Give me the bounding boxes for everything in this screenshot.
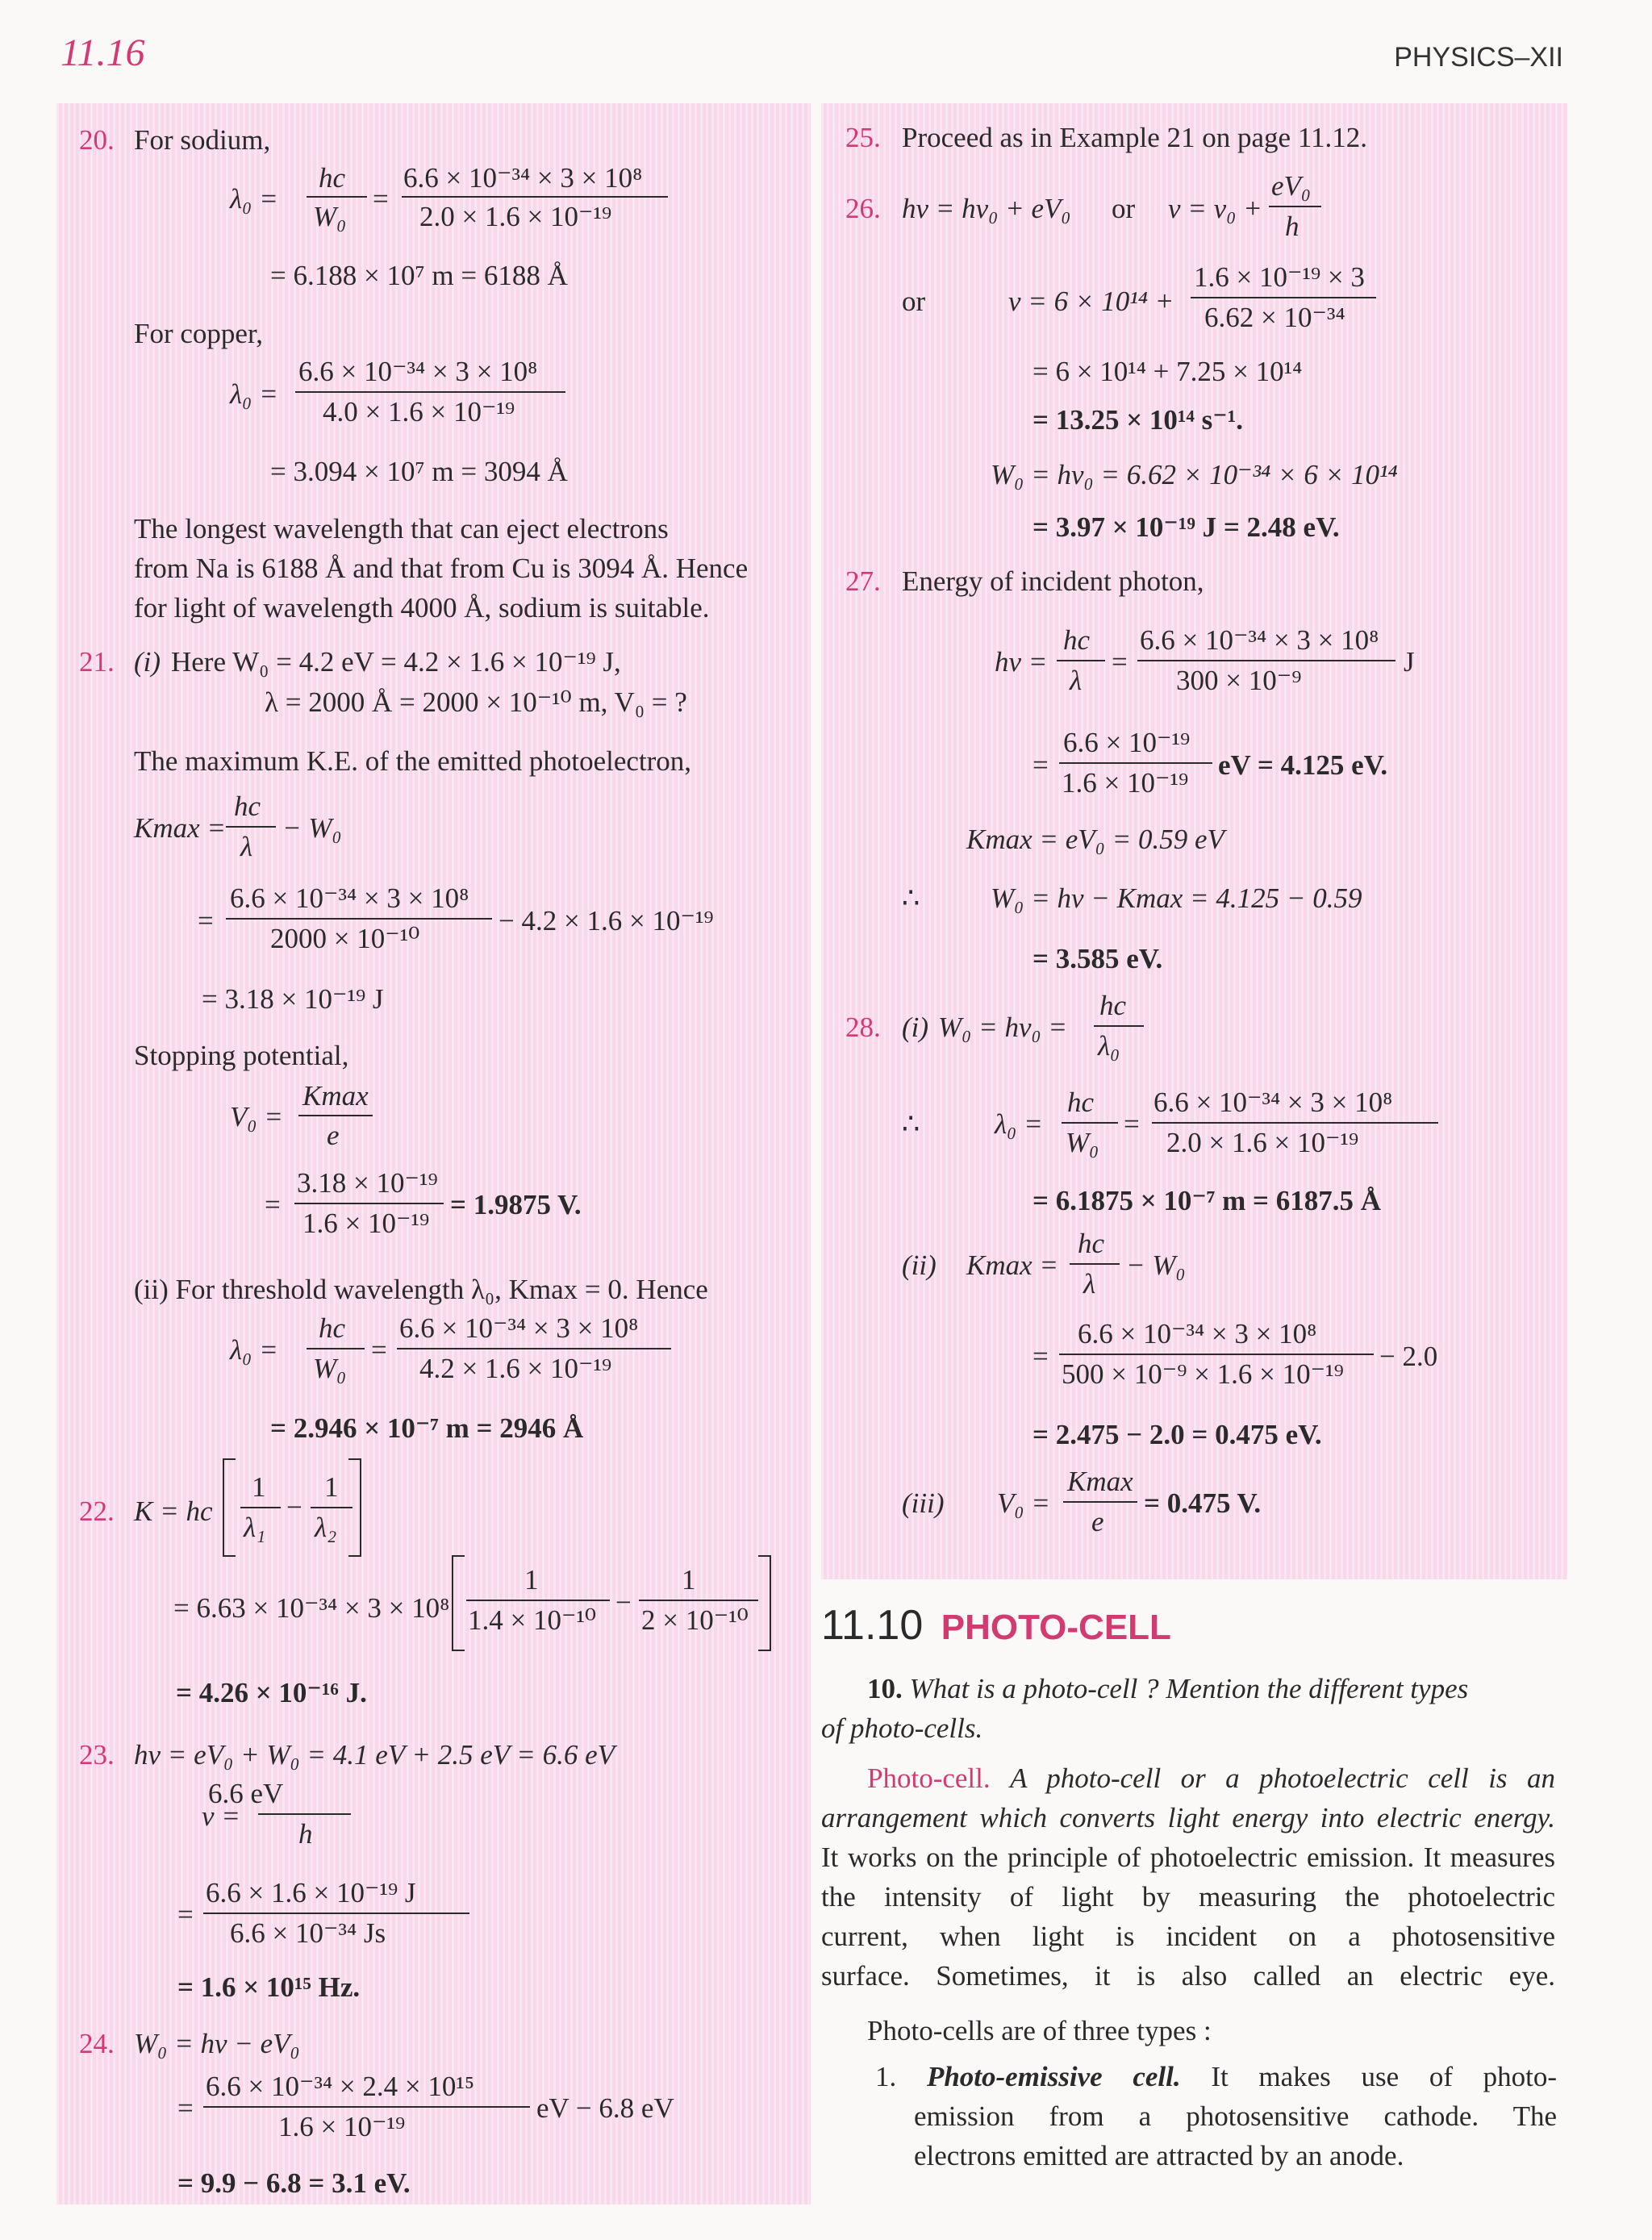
q20-intro: For sodium, xyxy=(134,124,271,156)
q21-kmax-lhs: Kmax = xyxy=(134,812,227,844)
q26-eq2-den: 6.62 × 10⁻³⁴ xyxy=(1204,302,1345,333)
q28-eq1-lhs: W₀ = hν₀ = xyxy=(938,1012,1068,1043)
q20-eq2-den: 4.0 × 1.6 × 10⁻¹⁹ xyxy=(323,396,515,428)
body-line-2: arrangement which converts light energy into electric energy. xyxy=(821,1802,1555,1833)
q28-eq1-den: λ₀ xyxy=(1098,1030,1120,1062)
q21-calc-den: 2000 × 10⁻¹⁰ xyxy=(270,923,420,954)
q26-eq2-num: 1.6 × 10⁻¹⁹ × 3 xyxy=(1194,261,1365,293)
q28-l0-lhs: λ₀ = xyxy=(995,1108,1043,1140)
fraction-bar xyxy=(639,1600,758,1601)
q20-copper-intro: For copper, xyxy=(134,318,263,349)
type-1-line-1: 1. Photo-emissive cell. It makes use of photo- xyxy=(875,2061,1558,2092)
q20-eq1-f1-den: W₀ xyxy=(313,201,347,232)
fraction-bar xyxy=(203,1913,469,1914)
q21-v0-den: e xyxy=(327,1120,340,1151)
fraction-bar xyxy=(1269,206,1321,207)
type-1-paragraph xyxy=(875,2057,1557,2175)
q20-conclusion-2: from Na is 6188 Å and that from Cu is 3094 Å. Hence xyxy=(134,553,749,584)
q22-result: = 4.26 × 10⁻¹⁶ J. xyxy=(176,1677,367,1708)
fraction-bar xyxy=(402,196,668,198)
q26-eq1: hν = hν₀ + eV₀ xyxy=(902,193,1071,224)
fraction-bar xyxy=(226,918,492,920)
q27-ev-num: 6.6 × 10⁻¹⁹ xyxy=(1063,727,1191,758)
section-title: PHOTO-CELL xyxy=(941,1608,1171,1647)
q22-lhs: K = hc xyxy=(134,1495,213,1527)
q22-g2-num: 1 xyxy=(682,1564,696,1596)
q21-stopping-intro: Stopping potential, xyxy=(134,1040,349,1071)
q20-eq1-result: = 6.188 × 10⁷ m = 6188 Å xyxy=(270,260,568,291)
q27-w0-result: = 3.585 eV. xyxy=(1032,943,1163,974)
q21-part-ii: (ii) For threshold wavelength λ₀, Kmax = 0. Hence xyxy=(134,1274,708,1305)
q21-v0-lhs: V₀ = xyxy=(230,1101,283,1133)
q22-f1-den: λ₁ xyxy=(244,1512,266,1543)
question-line-1 xyxy=(867,1672,1468,1706)
q22-g2-den: 2 × 10⁻¹⁰ xyxy=(641,1604,749,1636)
q27-f2-num: 6.6 × 10⁻³⁴ × 3 × 10⁸ xyxy=(1140,624,1379,656)
type-1-name: Photo-emissive cell. xyxy=(926,2061,1181,2092)
q28-v0-result: = 0.475 V. xyxy=(1144,1487,1262,1519)
fraction-bar xyxy=(258,1813,351,1815)
fraction-bar xyxy=(466,1600,610,1601)
fraction-bar xyxy=(307,1348,365,1349)
body-line-1: Photo-cell. A photo-cell or a photoelectric cell is an xyxy=(867,1762,1555,1794)
fraction-bar xyxy=(1059,1354,1374,1355)
q26-or2: or xyxy=(902,286,926,317)
question-number: 10. xyxy=(867,1673,903,1704)
q26-eq3: = 6 × 10¹⁴ + 7.25 × 10¹⁴ xyxy=(1032,356,1303,387)
q21-l0-f2-den: 4.2 × 1.6 × 10⁻¹⁹ xyxy=(419,1353,612,1384)
q27-number: 27. xyxy=(845,565,881,597)
q28-k-result: = 2.475 − 2.0 = 0.475 eV. xyxy=(1032,1419,1322,1450)
q24-calc-num: 6.6 × 10⁻³⁴ × 2.4 × 10¹⁵ xyxy=(206,2071,475,2102)
body-line-5: current, when light is incident on a photosensitive xyxy=(821,1921,1555,1952)
fraction-bar xyxy=(307,196,367,198)
q28-kmax-den: λ xyxy=(1083,1268,1096,1299)
q22-g1-den: 1.4 × 10⁻¹⁰ xyxy=(468,1604,596,1636)
q27-f2-den: 300 × 10⁻⁹ xyxy=(1176,665,1302,696)
q28-kmax-rest: − W₀ xyxy=(1126,1249,1186,1281)
q20-eq1-f2-den: 2.0 × 1.6 × 10⁻¹⁹ xyxy=(419,201,612,232)
q21-v0-result: = 1.9875 V. xyxy=(450,1189,582,1220)
q22-number: 22. xyxy=(79,1495,115,1527)
fraction-bar xyxy=(1137,660,1395,661)
question-text: What is a photo-cell ? Mention the different types xyxy=(909,1673,1469,1704)
q28-l0-f1-num: hc xyxy=(1067,1087,1095,1118)
q28-l0-f2-den: 2.0 × 1.6 × 10⁻¹⁹ xyxy=(1166,1127,1359,1158)
body-line-6: surface. Sometimes, it is also called an electric eye. xyxy=(821,1960,1555,1992)
q28-part-i: (i) xyxy=(902,1012,929,1043)
left-bracket xyxy=(223,1458,236,1557)
q25-number: 25. xyxy=(845,122,881,153)
fraction-bar xyxy=(298,1115,373,1116)
fraction-bar xyxy=(1062,1122,1118,1124)
q23-eq1: hν = eV₀ + W₀ = 4.1 eV + 2.5 eV = 6.6 eV xyxy=(134,1739,615,1771)
q21-v0-calc-den: 1.6 × 10⁻¹⁹ xyxy=(302,1208,430,1239)
q21-kmax-den: λ xyxy=(240,831,253,862)
definition-paragraph xyxy=(821,1758,1555,1996)
q20-conclusion-1: The longest wavelength that can eject electrons xyxy=(134,513,669,544)
q26-number: 26. xyxy=(845,193,881,224)
q28-kmax-lhs: Kmax = xyxy=(966,1249,1059,1281)
q26-eq5: W₀ = hν₀ = 6.62 × 10⁻³⁴ × 6 × 10¹⁴ xyxy=(991,459,1398,490)
fraction-bar xyxy=(295,391,565,393)
question-text-2: of photo-cells. xyxy=(821,1712,983,1744)
q21-given-2: λ = 2000 Å = 2000 × 10⁻¹⁰ m, V₀ = ? xyxy=(265,686,687,718)
q27-kmax: Kmax = eV₀ = 0.59 eV xyxy=(966,824,1224,855)
q21-number: 21. xyxy=(79,646,115,678)
q26-eq6: = 3.97 × 10⁻¹⁹ J = 2.48 eV. xyxy=(1032,511,1340,543)
body-line-3: It works on the principle of photoelectric emission. It measures xyxy=(821,1842,1555,1873)
q21-l0-lhs: λ₀ = xyxy=(230,1334,278,1366)
q24-number: 24. xyxy=(79,2028,115,2059)
q21-l0-f2-num: 6.6 × 10⁻³⁴ × 3 × 10⁸ xyxy=(399,1312,639,1344)
q20-eq1-lhs: λ₀ = xyxy=(230,183,278,215)
q23-nu-lhs: ν = xyxy=(202,1800,240,1832)
q25-text: Proceed as in Example 21 on page 11.12. xyxy=(902,122,1368,153)
q27-intro: Energy of incident photon, xyxy=(902,565,1204,597)
q27-unit: J xyxy=(1404,646,1415,678)
q26-or1: or xyxy=(1112,193,1136,224)
q28-kcalc-rest: − 2.0 xyxy=(1379,1341,1438,1372)
q23-calc-den: 6.6 × 10⁻³⁴ Js xyxy=(230,1917,386,1949)
definition-term: Photo-cell. xyxy=(867,1762,991,1794)
q22-f2-num: 1 xyxy=(324,1471,339,1503)
q21-l0-f1-num: hc xyxy=(319,1312,346,1344)
q28-kcalc-num: 6.6 × 10⁻³⁴ × 3 × 10⁸ xyxy=(1078,1318,1317,1349)
q24-result: = 9.9 − 6.8 = 3.1 eV. xyxy=(177,2167,411,2199)
type-1-line-2: emission from a photosensitive cathode. The xyxy=(914,2100,1557,2132)
fraction-bar xyxy=(311,1507,353,1508)
q27-w0: W₀ = hν − Kmax = 4.125 − 0.59 xyxy=(991,882,1362,914)
q28-number: 28. xyxy=(845,1012,881,1043)
page-number: 11.16 xyxy=(60,31,145,74)
fraction-bar xyxy=(240,1507,281,1508)
q22-f2-den: λ₂ xyxy=(315,1512,337,1543)
q23-number: 23. xyxy=(79,1739,115,1771)
q21-l0-result: = 2.946 × 10⁻⁷ m = 2946 Å xyxy=(270,1412,584,1444)
left-bracket xyxy=(452,1555,465,1651)
types-intro: Photo-cells are of three types : xyxy=(867,2015,1212,2046)
q20-conclusion-3: for light of wavelength 4000 Å, sodium is suitable. xyxy=(134,592,710,624)
q22-line2-prefix: = 6.63 × 10⁻³⁴ × 3 × 10⁸ xyxy=(173,1592,450,1624)
q20-eq2-lhs: λ₀ = xyxy=(230,378,278,410)
fraction-bar xyxy=(226,826,276,828)
q27-f1-num: hc xyxy=(1063,624,1091,656)
q22-f1-num: 1 xyxy=(252,1471,266,1503)
q21-v0-num: Kmax xyxy=(302,1080,369,1112)
q20-eq1-f2-num: 6.6 × 10⁻³⁴ × 3 × 10⁸ xyxy=(403,162,643,194)
fraction-bar xyxy=(203,2106,530,2108)
left-solutions-panel: 20. For sodium, λ₀ = hc W₀ = 6.6 × 10⁻³⁴ × 3 × 10⁸ 2.0 × 1.6 × 10⁻¹⁹ = 6.188 × 10⁷ m = 6188 Å For copper, λ₀ = 6.6 × 10⁻³⁴ × 3 × 10⁸ 4.0 × 1.6 × 10⁻¹⁹ = 3.094 × 10⁷ m = 3094 Å The longest wavelength that can eject electrons from Na is 6188 Å and that from Cu is 3094 Å. Hence for light of wavelength 4000 Å, sodium is suitable. 21. (i) Here W₀ = 4.2 eV = 4.2 × 1.6 × 10⁻¹⁹ J, λ = 2000 Å = 2000 × 10⁻¹⁰ m, V₀ = ? The maximum K.E. of the emitted photoelectron, Kmax = hc λ − W₀ = 6.6 × 10⁻³⁴ × 3 × 10⁸ 2000 × 10⁻¹⁰ − 4.2 × 1.6 × 10⁻¹⁹ = 3.18 × 10⁻¹⁹ J Stopping potential, V₀ = Kmax e = 3.18 × 10⁻¹⁹ 1.6 × 10⁻¹⁹ = 1.9875 V. (ii) For threshold wavelength λ₀, Kmax = 0. Hence λ₀ = hc W₀ = 6.6 × 10⁻³⁴ × 3 × 10⁸ 4.2 × 1.6 × 10⁻¹⁹ = 2.946 × 10⁻⁷ m = 2946 Å 22. K = hc 1 λ₁ − 1 λ₂ = 6.63 × 10⁻³⁴ × 3 × 10⁸ 1 1.4 × 10⁻¹⁰ − 1 2 × 10⁻¹⁰ = 4.26 × 10⁻¹⁶ J. 23. hν = eV₀ + W₀ = 4.1 eV + 2.5 eV = 6.6 eV ν = 6.6 eV h = 6.6 × 1.6 × 10⁻¹⁹ J 6.6 × 10⁻³⁴ Js = 1.6 × 10¹⁵ Hz. 24. W₀ = hν − eV₀ = 6.6 × 10⁻³⁴ × 2.4 × 10¹⁵ 1.6 × 10⁻¹⁹ eV − 6.8 eV = 9.9 − 6.8 = 3.1 eV. xyxy=(56,103,811,2205)
q27-ev-den: 1.6 × 10⁻¹⁹ xyxy=(1062,767,1189,799)
q21-kmax-result: = 3.18 × 10⁻¹⁹ J xyxy=(202,983,384,1015)
section-heading xyxy=(821,1601,1171,1650)
right-bracket xyxy=(348,1458,361,1557)
q26-eq1b-den: h xyxy=(1285,211,1299,242)
book-title: PHYSICS–XII xyxy=(1394,42,1563,73)
q28-part-ii: (ii) xyxy=(902,1249,937,1281)
right-bracket xyxy=(758,1555,771,1651)
q23-nu-num: 6.6 eV xyxy=(208,1778,284,1809)
fraction-bar xyxy=(1070,1263,1120,1265)
fraction-bar xyxy=(1094,1025,1144,1027)
fraction-bar xyxy=(397,1348,671,1349)
fraction-bar xyxy=(1059,762,1212,764)
q22-g1-num: 1 xyxy=(524,1564,539,1596)
q24-eq1: W₀ = hν − eV₀ xyxy=(134,2028,300,2059)
q27-therefore: ∴ xyxy=(902,882,920,914)
q20-eq2-num: 6.6 × 10⁻³⁴ × 3 × 10⁸ xyxy=(298,356,538,387)
q28-v0-den: e xyxy=(1091,1506,1104,1537)
q23-calc-num: 6.6 × 1.6 × 10⁻¹⁹ J xyxy=(206,1877,416,1908)
q28-eq1-num: hc xyxy=(1099,990,1127,1021)
fraction-bar xyxy=(1057,660,1105,661)
q21-ke-intro: The maximum K.E. of the emitted photoelectron, xyxy=(134,745,692,777)
q28-part-iii: (iii) xyxy=(902,1487,945,1519)
q28-l0-f1-den: W₀ xyxy=(1066,1127,1099,1158)
q27-ev-rest: eV = 4.125 eV. xyxy=(1218,749,1388,781)
q21-part-i: (i) xyxy=(134,646,161,678)
q28-l0-f2-num: 6.6 × 10⁻³⁴ × 3 × 10⁸ xyxy=(1153,1087,1393,1118)
q21-v0-calc-num: 3.18 × 10⁻¹⁹ xyxy=(297,1167,438,1199)
q28-l0-result: = 6.1875 × 10⁻⁷ m = 6187.5 Å xyxy=(1032,1185,1381,1216)
q20-number: 20. xyxy=(79,124,115,156)
q23-nu-den: h xyxy=(298,1818,313,1850)
q28-v0-lhs: V₀ = xyxy=(997,1487,1050,1519)
q21-kmax-rest: − W₀ xyxy=(282,812,342,844)
q26-eq1b-num: eV₀ xyxy=(1271,170,1312,202)
q27-f1-den: λ xyxy=(1070,665,1083,696)
q26-eq2: ν = 6 × 10¹⁴ + xyxy=(1008,286,1174,317)
q27-hv-lhs: hν = xyxy=(995,646,1048,678)
q23-result: = 1.6 × 10¹⁵ Hz. xyxy=(177,1971,361,2003)
right-solutions-panel: 25. Proceed as in Example 21 on page 11.12. 26. hν = hν₀ + eV₀ or ν = ν₀ + eV₀ h or ν = 6 × 10¹⁴ + 1.6 × 10⁻¹⁹ × 3 6.62 × 10⁻³⁴ = 6 × 10¹⁴ + 7.25 × 10¹⁴ = 13.25 × 10¹⁴ s⁻¹. W₀ = hν₀ = 6.62 × 10⁻³⁴ × 6 × 10¹⁴ = 3.97 × 10⁻¹⁹ J = 2.48 eV. 27. Energy of incident photon, hν = hc λ = 6.6 × 10⁻³⁴ × 3 × 10⁸ 300 × 10⁻⁹ J = 6.6 × 10⁻¹⁹ 1.6 × 10⁻¹⁹ eV = 4.125 eV. Kmax = eV₀ = 0.59 eV ∴ W₀ = hν − Kmax = 4.125 − 0.59 = 3.585 eV. 28. (i) W₀ = hν₀ = hc λ₀ ∴ λ₀ = hc W₀ = 6.6 × 10⁻³⁴ × 3 × 10⁸ 2.0 × 1.6 × 10⁻¹⁹ = 6.1875 × 10⁻⁷ m = 6187.5 Å (ii) Kmax = hc λ − W₀ = 6.6 × 10⁻³⁴ × 3 × 10⁸ 500 × 10⁻⁹ × 1.6 × 10⁻¹⁹ − 2.0 = 2.475 − 2.0 = 0.475 eV. (iii) V₀ = Kmax e = 0.475 V. xyxy=(821,103,1567,1579)
fraction-bar xyxy=(1191,297,1376,298)
fraction-bar xyxy=(294,1203,444,1204)
q28-v0-num: Kmax xyxy=(1067,1466,1133,1497)
fraction-bar xyxy=(1063,1501,1137,1503)
type-1-line-3: electrons emitted are attracted by an anode. xyxy=(914,2140,1404,2171)
q21-given-1: Here W₀ = 4.2 eV = 4.2 × 1.6 × 10⁻¹⁹ J, xyxy=(171,646,621,678)
q21-kmax-num: hc xyxy=(234,790,261,822)
q26-eq1b: ν = ν₀ + xyxy=(1168,193,1262,224)
section-number: 11.10 xyxy=(821,1602,924,1649)
fraction-bar xyxy=(1152,1122,1438,1124)
q20-eq2-result: = 3.094 × 10⁷ m = 3094 Å xyxy=(270,456,568,487)
q24-calc-den: 1.6 × 10⁻¹⁹ xyxy=(278,2111,406,2142)
q28-kmax-num: hc xyxy=(1078,1228,1105,1259)
q24-calc-rest: eV − 6.8 eV xyxy=(536,2092,674,2124)
q21-l0-f1-den: W₀ xyxy=(313,1353,347,1384)
q26-eq4: = 13.25 × 10¹⁴ s⁻¹. xyxy=(1032,404,1243,436)
body-line-4: the intensity of light by measuring the photoelectric xyxy=(821,1881,1555,1913)
q20-eq1-f1-num: hc xyxy=(319,162,346,194)
q21-calc-num: 6.6 × 10⁻³⁴ × 3 × 10⁸ xyxy=(230,882,469,914)
q28-therefore: ∴ xyxy=(902,1108,920,1140)
q21-calc-rest: − 4.2 × 1.6 × 10⁻¹⁹ xyxy=(499,905,714,936)
q28-kcalc-den: 500 × 10⁻⁹ × 1.6 × 10⁻¹⁹ xyxy=(1062,1358,1344,1390)
